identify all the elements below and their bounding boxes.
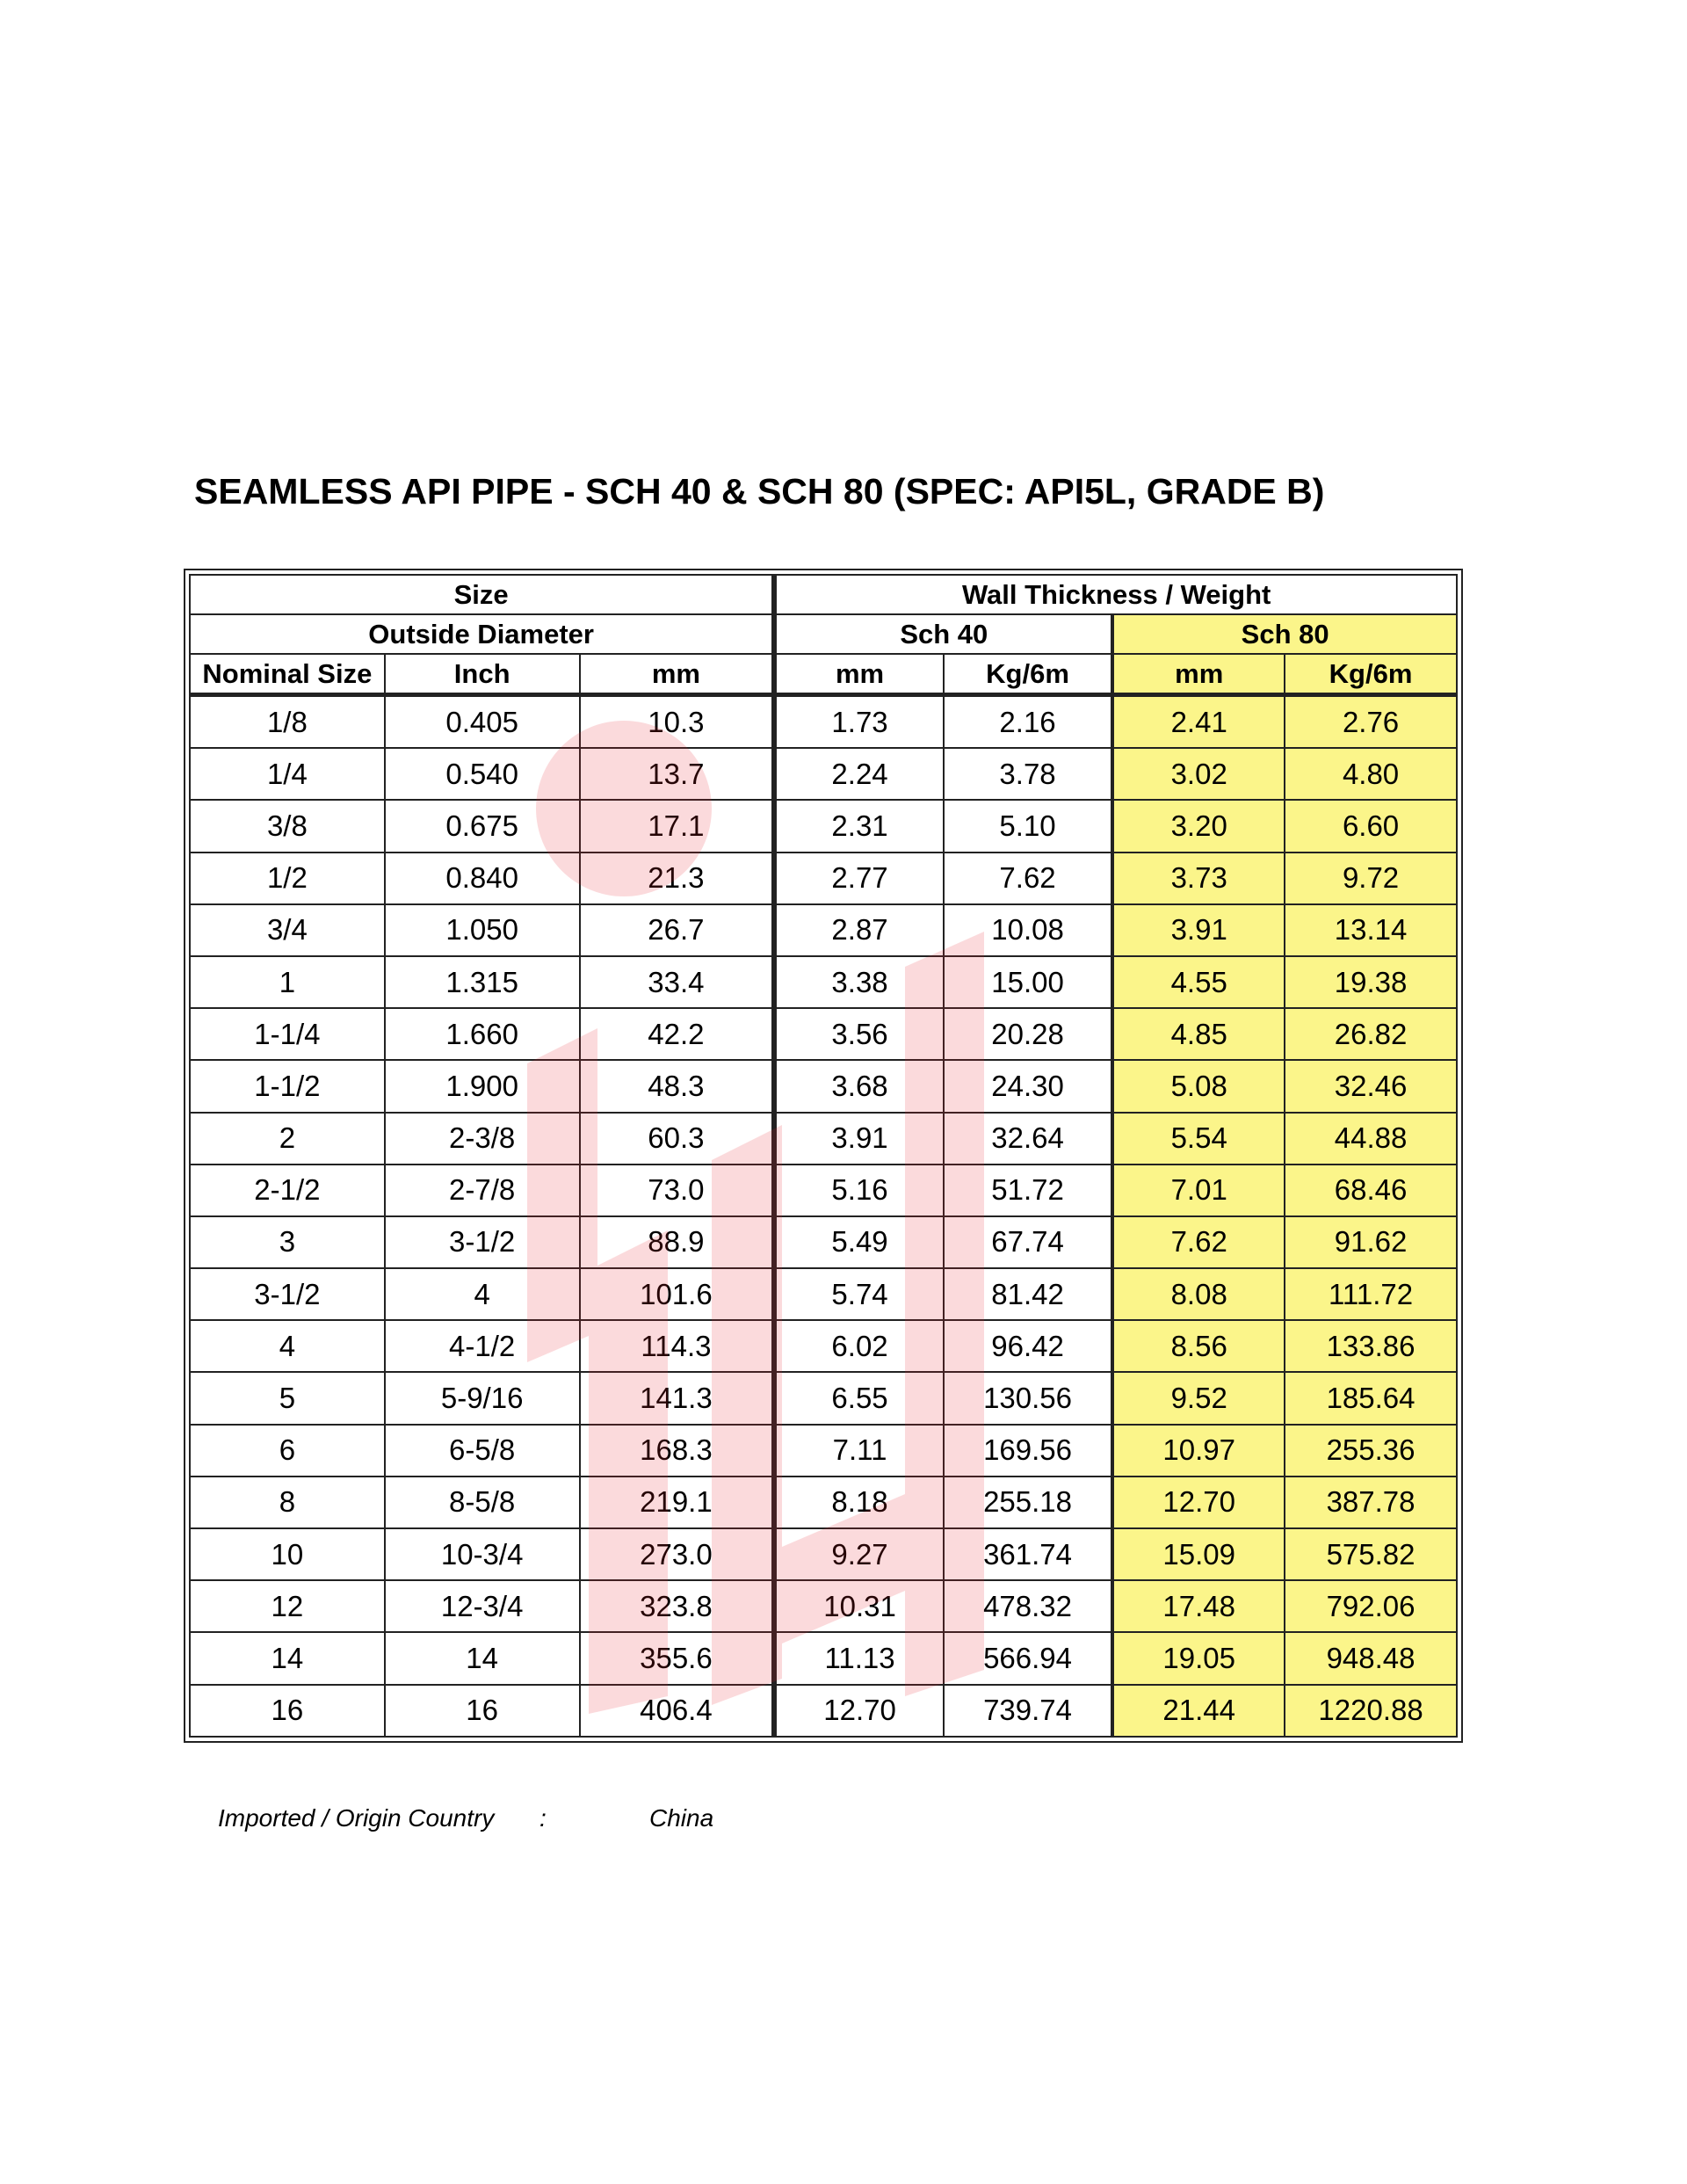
cell-sch40-kg: 20.28 [944,1008,1113,1060]
table-row [190,1216,1457,1268]
cell-nominal-size: 2-1/2 [190,1165,385,1216]
cell-od-inch: 2-7/8 [385,1165,580,1216]
cell-nominal-size: 12 [190,1580,385,1632]
cell-sch40-mm: 2.24 [774,748,944,800]
cell-od-mm: 26.7 [580,904,775,956]
cell-nominal-size: 8 [190,1477,385,1528]
cell-nominal-size: 1 [190,956,385,1008]
cell-sch40-kg: 81.42 [944,1268,1113,1320]
cell-sch80-kg: 387.78 [1285,1477,1457,1528]
cell-od-mm: 42.2 [580,1008,775,1060]
table-row [190,1165,1457,1216]
cell-sch40-mm: 6.55 [774,1372,944,1424]
cell-sch80-mm: 2.41 [1112,695,1285,749]
cell-sch40-kg: 2.16 [944,695,1113,749]
header-row-top [190,575,1457,614]
cell-od-inch: 6-5/8 [385,1425,580,1477]
cell-sch80-mm: 7.62 [1112,1216,1285,1268]
cell-od-mm: 10.3 [580,695,775,749]
cell-sch40-kg: 739.74 [944,1685,1113,1737]
cell-sch40-mm: 7.11 [774,1425,944,1477]
cell-od-inch: 10-3/4 [385,1528,580,1580]
cell-sch40-mm: 2.77 [774,853,944,904]
cell-sch40-mm: 3.38 [774,956,944,1008]
cell-nominal-size: 3-1/2 [190,1268,385,1320]
cell-sch80-mm: 7.01 [1112,1165,1285,1216]
cell-nominal-size: 3/8 [190,800,385,852]
cell-sch40-mm: 9.27 [774,1528,944,1580]
cell-sch40-mm: 6.02 [774,1320,944,1372]
header-row-mid [190,614,1457,654]
cell-od-inch: 8-5/8 [385,1477,580,1528]
cell-sch40-mm: 10.31 [774,1580,944,1632]
cell-od-inch: 16 [385,1685,580,1737]
cell-sch40-kg: 255.18 [944,1477,1113,1528]
cell-sch40-kg: 32.64 [944,1113,1113,1165]
table-row [190,1320,1457,1372]
cell-sch40-kg: 566.94 [944,1632,1113,1684]
cell-sch80-mm: 3.20 [1112,800,1285,852]
cell-od-inch: 1.660 [385,1008,580,1060]
cell-sch40-mm: 5.74 [774,1268,944,1320]
table-row [190,1477,1457,1528]
cell-sch80-kg: 111.72 [1285,1268,1457,1320]
cell-od-mm: 355.6 [580,1632,775,1684]
cell-sch40-kg: 3.78 [944,748,1113,800]
cell-sch40-mm: 2.31 [774,800,944,852]
cell-od-mm: 101.6 [580,1268,775,1320]
cell-sch40-kg: 96.42 [944,1320,1113,1372]
header-od-mm: mm [580,654,775,695]
cell-od-mm: 60.3 [580,1113,775,1165]
cell-od-inch: 4 [385,1268,580,1320]
cell-od-inch: 2-3/8 [385,1113,580,1165]
cell-sch80-mm: 5.08 [1112,1060,1285,1112]
cell-sch80-kg: 948.48 [1285,1632,1457,1684]
header-wall-weight: Wall Thickness / Weight [774,575,1457,614]
header-sch80: Sch 80 [1112,614,1457,654]
cell-nominal-size: 1/4 [190,748,385,800]
cell-sch40-kg: 7.62 [944,853,1113,904]
table-row [190,956,1457,1008]
cell-od-mm: 114.3 [580,1320,775,1372]
cell-sch80-kg: 2.76 [1285,695,1457,749]
header-row-sub [190,654,1457,695]
header-sch40-mm: mm [774,654,944,695]
cell-sch40-mm: 1.73 [774,695,944,749]
cell-sch80-kg: 26.82 [1285,1008,1457,1060]
table-row [190,853,1457,904]
cell-nominal-size: 2 [190,1113,385,1165]
cell-od-mm: 406.4 [580,1685,775,1737]
cell-sch80-mm: 8.56 [1112,1320,1285,1372]
header-sch80-kg: Kg/6m [1285,654,1457,695]
cell-od-inch: 1.900 [385,1060,580,1112]
cell-nominal-size: 14 [190,1632,385,1684]
cell-sch40-mm: 5.16 [774,1165,944,1216]
cell-sch40-mm: 8.18 [774,1477,944,1528]
table-row [190,1528,1457,1580]
cell-sch80-kg: 13.14 [1285,904,1457,956]
cell-sch80-mm: 4.85 [1112,1008,1285,1060]
cell-sch40-kg: 169.56 [944,1425,1113,1477]
cell-sch80-mm: 15.09 [1112,1528,1285,1580]
cell-sch40-kg: 361.74 [944,1528,1113,1580]
origin-colon: : [539,1804,547,1832]
cell-od-mm: 33.4 [580,956,775,1008]
cell-od-inch: 1.315 [385,956,580,1008]
cell-nominal-size: 6 [190,1425,385,1477]
cell-od-inch: 0.840 [385,853,580,904]
cell-sch80-kg: 91.62 [1285,1216,1457,1268]
table-row [190,1425,1457,1477]
cell-sch80-kg: 32.46 [1285,1060,1457,1112]
cell-sch40-mm: 3.91 [774,1113,944,1165]
table-row [190,1008,1457,1060]
cell-sch80-mm: 3.02 [1112,748,1285,800]
cell-sch80-kg: 185.64 [1285,1372,1457,1424]
cell-od-mm: 323.8 [580,1580,775,1632]
cell-sch80-mm: 19.05 [1112,1632,1285,1684]
page-title: SEAMLESS API PIPE - SCH 40 & SCH 80 (SPEC: API5L, GRADE B) [194,471,1325,512]
cell-od-mm: 13.7 [580,748,775,800]
cell-sch80-mm: 10.97 [1112,1425,1285,1477]
cell-nominal-size: 1/2 [190,853,385,904]
cell-sch40-mm: 2.87 [774,904,944,956]
cell-sch80-mm: 17.48 [1112,1580,1285,1632]
table-row [190,800,1457,852]
header-sch80-mm: mm [1112,654,1285,695]
cell-sch80-mm: 4.55 [1112,956,1285,1008]
cell-sch40-mm: 5.49 [774,1216,944,1268]
cell-od-inch: 5-9/16 [385,1372,580,1424]
cell-sch80-kg: 575.82 [1285,1528,1457,1580]
header-size: Size [190,575,774,614]
header-nominal-size: Nominal Size [190,654,385,695]
cell-od-inch: 0.540 [385,748,580,800]
cell-nominal-size: 16 [190,1685,385,1737]
cell-od-inch: 4-1/2 [385,1320,580,1372]
cell-sch80-kg: 255.36 [1285,1425,1457,1477]
cell-od-inch: 14 [385,1632,580,1684]
cell-od-mm: 219.1 [580,1477,775,1528]
cell-sch80-mm: 12.70 [1112,1477,1285,1528]
table-row [190,1580,1457,1632]
cell-od-inch: 1.050 [385,904,580,956]
table-row [190,748,1457,800]
cell-od-mm: 48.3 [580,1060,775,1112]
table-row [190,904,1457,956]
table-row [190,695,1457,749]
cell-od-mm: 141.3 [580,1372,775,1424]
cell-sch80-kg: 133.86 [1285,1320,1457,1372]
cell-od-inch: 0.405 [385,695,580,749]
cell-od-inch: 12-3/4 [385,1580,580,1632]
cell-nominal-size: 5 [190,1372,385,1424]
cell-sch80-kg: 44.88 [1285,1113,1457,1165]
table-row [190,1632,1457,1684]
cell-sch40-mm: 11.13 [774,1632,944,1684]
table-row [190,1685,1457,1737]
table-body [190,695,1457,1738]
cell-sch80-kg: 6.60 [1285,800,1457,852]
cell-nominal-size: 1-1/4 [190,1008,385,1060]
cell-sch40-kg: 130.56 [944,1372,1113,1424]
cell-sch40-mm: 3.68 [774,1060,944,1112]
cell-od-inch: 3-1/2 [385,1216,580,1268]
cell-sch40-kg: 24.30 [944,1060,1113,1112]
cell-sch40-kg: 67.74 [944,1216,1113,1268]
cell-sch80-kg: 19.38 [1285,956,1457,1008]
table-row [190,1268,1457,1320]
cell-sch80-mm: 21.44 [1112,1685,1285,1737]
cell-nominal-size: 4 [190,1320,385,1372]
cell-sch40-mm: 12.70 [774,1685,944,1737]
cell-od-mm: 21.3 [580,853,775,904]
cell-sch40-kg: 478.32 [944,1580,1113,1632]
cell-sch80-kg: 4.80 [1285,748,1457,800]
cell-sch80-kg: 1220.88 [1285,1685,1457,1737]
cell-sch80-kg: 792.06 [1285,1580,1457,1632]
table-row [190,1113,1457,1165]
cell-nominal-size: 10 [190,1528,385,1580]
cell-sch80-mm: 9.52 [1112,1372,1285,1424]
origin-label: Imported / Origin Country [218,1804,495,1832]
cell-od-inch: 0.675 [385,800,580,852]
cell-nominal-size: 3/4 [190,904,385,956]
cell-sch80-kg: 9.72 [1285,853,1457,904]
cell-od-mm: 73.0 [580,1165,775,1216]
table-row [190,1060,1457,1112]
cell-sch40-kg: 15.00 [944,956,1113,1008]
table-row [190,1372,1457,1424]
cell-nominal-size: 1-1/2 [190,1060,385,1112]
cell-sch40-kg: 51.72 [944,1165,1113,1216]
cell-nominal-size: 1/8 [190,695,385,749]
cell-od-mm: 88.9 [580,1216,775,1268]
cell-sch80-mm: 8.08 [1112,1268,1285,1320]
cell-sch40-kg: 5.10 [944,800,1113,852]
cell-od-mm: 168.3 [580,1425,775,1477]
header-sch40-kg: Kg/6m [944,654,1113,695]
cell-sch80-kg: 68.46 [1285,1165,1457,1216]
cell-sch80-mm: 3.91 [1112,904,1285,956]
cell-sch80-mm: 5.54 [1112,1113,1285,1165]
cell-sch40-kg: 10.08 [944,904,1113,956]
origin-value: China [649,1804,714,1832]
spec-table [189,574,1458,1738]
cell-sch40-mm: 3.56 [774,1008,944,1060]
cell-nominal-size: 3 [190,1216,385,1268]
spec-table-frame [184,569,1463,1743]
cell-sch80-mm: 3.73 [1112,853,1285,904]
cell-od-mm: 273.0 [580,1528,775,1580]
header-sch40: Sch 40 [774,614,1112,654]
header-outside-diameter: Outside Diameter [190,614,774,654]
header-inch: Inch [385,654,580,695]
cell-od-mm: 17.1 [580,800,775,852]
